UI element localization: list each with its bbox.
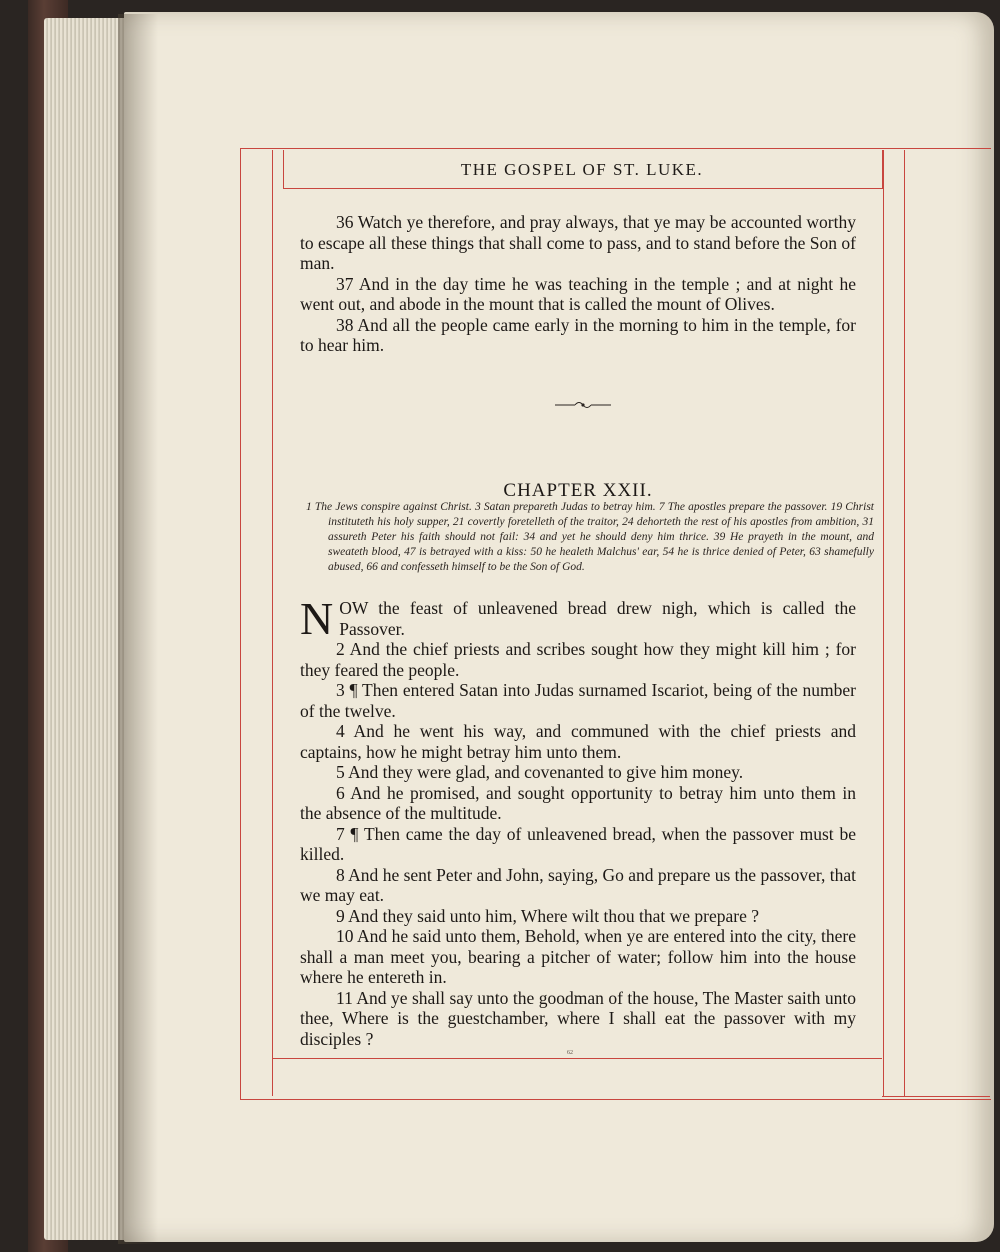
verse-10: 10 And he said unto them, Behold, when ye are entered into the city, there shall a man meet you, bearing a pitcher of water; follow him into the house where he entereth in. [300, 926, 856, 987]
verse-6: 6 And he promised, and sought opportunity to betray him unto them in the absence of the multitude. [300, 782, 856, 823]
verse-2: 2 And the chief priests and scribes sought how they might kill him ; for they feared the people. [300, 639, 856, 680]
margin-rule [904, 150, 905, 1096]
top-verses [300, 212, 856, 356]
verse-8: 8 And he sent Peter and John, saying, Go and prepare us the passover, that we may eat. [300, 864, 856, 905]
footer-rule [272, 1058, 882, 1059]
chapter-title: CHAPTER XXII. [503, 480, 653, 501]
verse-11: 11 And ye shall say unto the goodman of the house, The Master saith unto thee, Where is the guestchamber, where I shall eat the passover with my disciples ? [300, 987, 856, 1049]
verse-38: 38 And all the people came early in the morning to him in the temple, for to hear him. [300, 314, 856, 355]
running-head: THE GOSPEL OF ST. LUKE. [460, 160, 704, 179]
page-number: 62 [567, 1050, 573, 1056]
gutter-shadow [118, 14, 158, 1244]
verse-37: 37 And in the day time he was teaching in the temple ; and at night he went out, and abode in the mount that is called the mount of Olives. [300, 273, 856, 314]
chapter-summary: 1 The Jews conspire against Christ. 3 Satan prepareth Judas to betray him. 7 The apostles prepare the passover. 19 Christ instituteth his holy supper, 21 covertly foretelleth of the traitor, 24 dehorteth the rest of his apostles from ambition, 31 assureth Peter his faith should not fail: 34 and yet he should deny him thrice. 39 He prayeth in the mount, and sweateth blood, 47 is betrayed with a kiss: 50 he healeth Malchus' ear, 54 he is thrice denied of Peter, 63 shamefully abused, 66 and confesseth himself to be the Son of God. [306, 501, 874, 573]
ornament-divider [555, 398, 611, 412]
drop-cap: N [300, 593, 334, 644]
verse-1 [300, 593, 856, 644]
verse-1-text: OW the feast of unleavened bread drew nigh, which is called the Passover. [339, 598, 856, 639]
verse-4: 4 And he went his way, and communed with the chief priests and captains, how he might betray him unto them. [300, 721, 856, 762]
verse-7: 7 ¶ Then came the day of unleavened bread, when the passover must be killed. [300, 823, 856, 864]
footer-rule-right [882, 1096, 990, 1097]
verse-3: 3 ¶ Then entered Satan into Judas surnamed Iscariot, being of the number of the twelve. [300, 680, 856, 721]
verse-36: 36 Watch ye therefore, and pray always, that ye may be accounted worthy to escape all these things that shall come to pass, and to stand before the Son of man. [300, 212, 856, 273]
verse-9: 9 And they said unto him, Where wilt thou that we prepare ? [336, 905, 759, 926]
chapter-verses [300, 593, 856, 1049]
verse-5: 5 And they were glad, and covenanted to give him money. [336, 762, 744, 782]
